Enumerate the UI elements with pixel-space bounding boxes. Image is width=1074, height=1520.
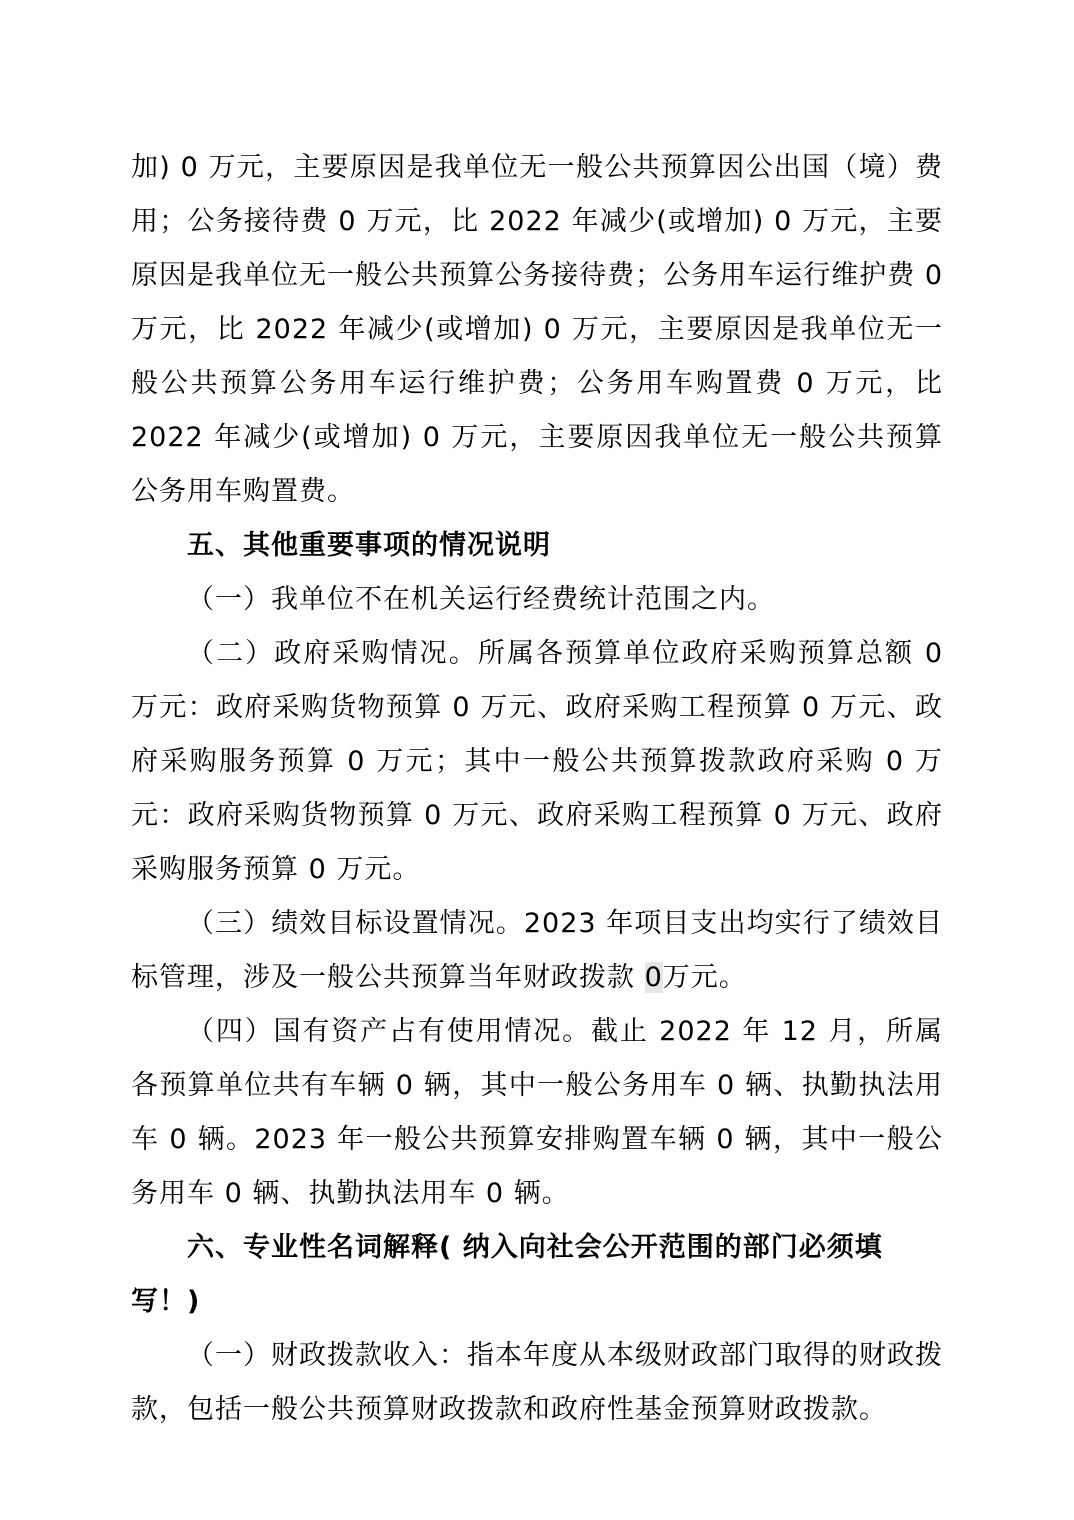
section5-item4: （四）国有资产占有使用情况。截止 2022 年 12 月，所属各预算单位共有车辆 0 辆，其中一般公务用车 0 辆、执勤执法用车 0 辆。2023 年一般公共预算安排购置车辆 0 辆，其中一般公务用车 0 辆、执勤执法用车 0 辆。 [131, 1016, 943, 1209]
section5-item3 [131, 897, 943, 1005]
section5-item1: （一）我单位不在机关运行经费统计范围之内。 [187, 584, 775, 615]
section6-item1: （一）财政拨款收入：指本年度从本级财政部门取得的财政拨款，包括一般公共预算财政拨款和政府性基金预算财政拨款。 [131, 1340, 943, 1425]
section4-tail-paragraph: 加) 0 万元，主要原因是我单位无一般公共预算因公出国（境）费用；公务接待费 0 万元，比 2022 年减少(或增加) 0 万元，主要原因是我单位无一般公共预算公务接待费；公务用车运行维护费 0 万元，比 2022 年减少(或增加) 0 万元，主要原因是我单位无一般公共预算公务用车运行维护费；公务用车购置费 0 万元，比 2022 年减少(或增加) 0 万元，主要原因我单位无一般公共预算公务用车购置费。 [131, 152, 943, 507]
section5-item3-text: （三）绩效目标设置情况。2023 年项目支出均实行了绩效目标管理，涉及一般公共预算当年财政拨款 [131, 908, 943, 993]
section6-heading: 六、专业性名词解释( 纳入向社会公开范围的部门必须填写！) [131, 1232, 883, 1317]
highlighted-value: 0 [644, 962, 663, 993]
document-body [131, 141, 943, 1437]
section5-item3-text-end: 万元。 [662, 962, 747, 993]
section5-heading: 五、其他重要事项的情况说明 [187, 530, 551, 561]
section5-item2: （二）政府采购情况。所属各预算单位政府采购预算总额 0 万元：政府采购货物预算 0 万元、政府采购工程预算 0 万元、政府采购服务预算 0 万元；其中一般公共预算拨款政府采购 0 万元：政府采购货物预算 0 万元、政府采购工程预算 0 万元、政府采购服务预算 0 万元。 [131, 638, 943, 885]
